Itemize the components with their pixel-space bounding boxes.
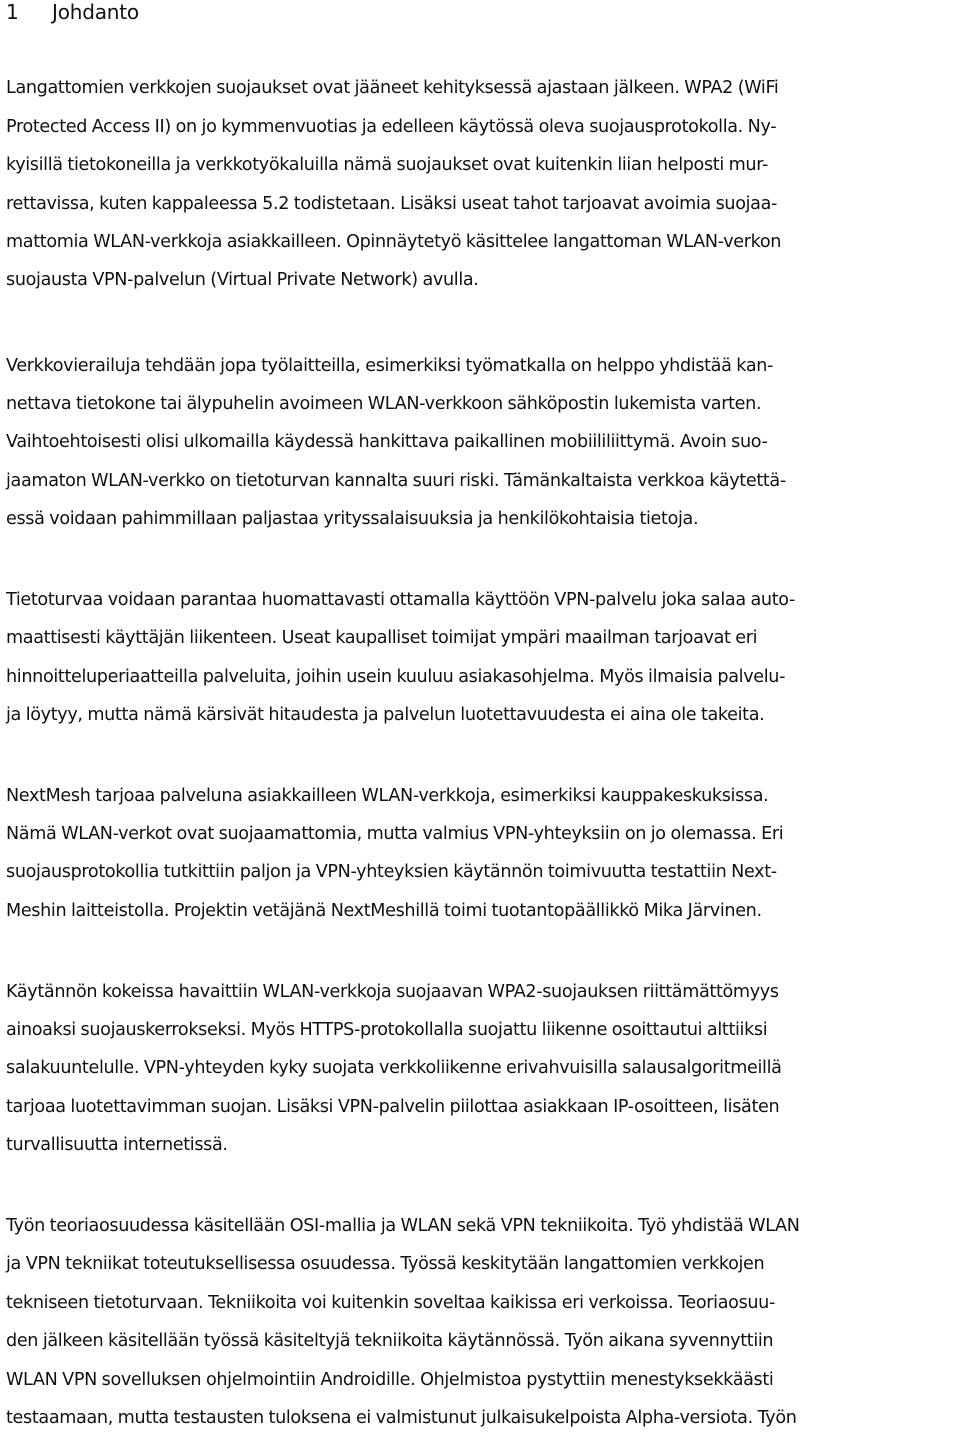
text-line: kyisillä tietokoneilla ja verkkotyökaluilla nämä suojaukset ovat kuitenkin liian helposti mur- bbox=[6, 155, 768, 175]
text-line: salakuuntelulle. VPN-yhteyden kyky suojata verkkoliikenne erivahvuisilla salausalgoritmeillä bbox=[6, 1058, 782, 1078]
text-line: testaamaan, mutta testausten tuloksena ei valmistunut julkaisukelpoista Alpha-versiota. Työn bbox=[6, 1408, 797, 1428]
text-line: suojausprotokollia tutkittiin paljon ja VPN-yhteyksien käytännön toimivuutta testattiin Next- bbox=[6, 862, 777, 882]
text-line: Meshin laitteistolla. Projektin vetäjänä NextMeshillä toimi tuotantopäällikkö Mika Järvinen. bbox=[6, 901, 762, 921]
text-line: jaamaton WLAN-verkko on tietoturvan kannalta suuri riski. Tämänkaltaista verkkoa käytettä- bbox=[6, 471, 786, 491]
text-line: hinnoitteluperiaatteilla palveluita, joihin usein kuuluu asiakasohjelma. Myös ilmaisia palvelu- bbox=[6, 667, 786, 687]
text-line: suojausta VPN-palvelun (Virtual Private Network) avulla. bbox=[6, 270, 479, 290]
section-number: 1 bbox=[6, 0, 19, 24]
text-line: rettavissa, kuten kappaleessa 5.2 todistetaan. Lisäksi useat tahot tarjoavat avoimia suojaa- bbox=[6, 194, 778, 214]
text-line: ja löytyy, mutta nämä kärsivät hitaudesta ja palvelun luotettavuudesta ei aina ole takeita. bbox=[6, 705, 765, 725]
text-line: den jälkeen käsitellään työssä käsiteltyjä tekniikoita käytännössä. Työn aikana syvennyttiin bbox=[6, 1331, 774, 1351]
text-line: NextMesh tarjoaa palveluna asiakkailleen WLAN-verkkoja, esimerkiksi kauppakeskuksissa. bbox=[6, 786, 769, 806]
text-line: turvallisuutta internetissä. bbox=[6, 1135, 228, 1155]
text-line: Verkkovierailuja tehdään jopa työlaitteilla, esimerkiksi työmatkalla on helppo yhdistää kan- bbox=[6, 356, 774, 376]
text-line: Protected Access II) on jo kymmenvuotias ja edelleen käytössä oleva suojausprotokolla. Ny- bbox=[6, 117, 777, 137]
text-line: ja VPN tekniikat toteutuksellisessa osuudessa. Työssä keskitytään langattomien verkkojen bbox=[6, 1254, 765, 1274]
text-line: Langattomien verkkojen suojaukset ovat jääneet kehityksessä ajastaan jälkeen. WPA2 (WiFi bbox=[6, 78, 779, 98]
text-line: Tietoturvaa voidaan parantaa huomattavasti ottamalla käyttöön VPN-palvelu joka salaa auto- bbox=[6, 590, 796, 610]
text-line: mattomia WLAN-verkkoja asiakkailleen. Opinnäytetyö käsittelee langattoman WLAN-verkon bbox=[6, 232, 782, 252]
text-line: ainoaksi suojauskerrokseksi. Myös HTTPS-protokollalla suojattu liikenne osoittautui alttiiksi bbox=[6, 1020, 768, 1040]
section-title: Johdanto bbox=[52, 0, 139, 24]
section-heading bbox=[6, 0, 139, 25]
text-line: maattisesti käyttäjän liikenteen. Useat kaupalliset toimijat ympäri maailman tarjoavat eri bbox=[6, 628, 758, 648]
text-line: essä voidaan pahimmillaan paljastaa yrityssalaisuuksia ja henkilökohtaisia tietoja. bbox=[6, 509, 699, 529]
text-line: Nämä WLAN-verkot ovat suojaamattomia, mutta valmius VPN-yhteyksiin on jo olemassa. Eri bbox=[6, 824, 784, 844]
text-line: Vaihtoehtoisesti olisi ulkomailla käydessä hankittava paikallinen mobiililiittymä. Avoin suo- bbox=[6, 432, 768, 452]
text-line: Käytännön kokeissa havaittiin WLAN-verkkoja suojaavan WPA2-suojauksen riittämättömyys bbox=[6, 982, 779, 1002]
text-line: nettava tietokone tai älypuhelin avoimeen WLAN-verkkoon sähköpostin lukemista varten. bbox=[6, 394, 762, 414]
text-line: tarjoaa luotettavimman suojan. Lisäksi VPN-palvelin piilottaa asiakkaan IP-osoitteen, lisäten bbox=[6, 1097, 780, 1117]
text-line: WLAN VPN sovelluksen ohjelmointiin Androidille. Ohjelmistoa pystyttiin menestyksekkäästi bbox=[6, 1370, 774, 1390]
text-line: tekniseen tietoturvaan. Tekniikoita voi kuitenkin soveltaa kaikissa eri verkoissa. Teoriaosuu- bbox=[6, 1293, 775, 1313]
text-line: Työn teoriaosuudessa käsitellään OSI-mallia ja WLAN sekä VPN tekniikoita. Työ yhdistää WLAN bbox=[6, 1216, 800, 1236]
